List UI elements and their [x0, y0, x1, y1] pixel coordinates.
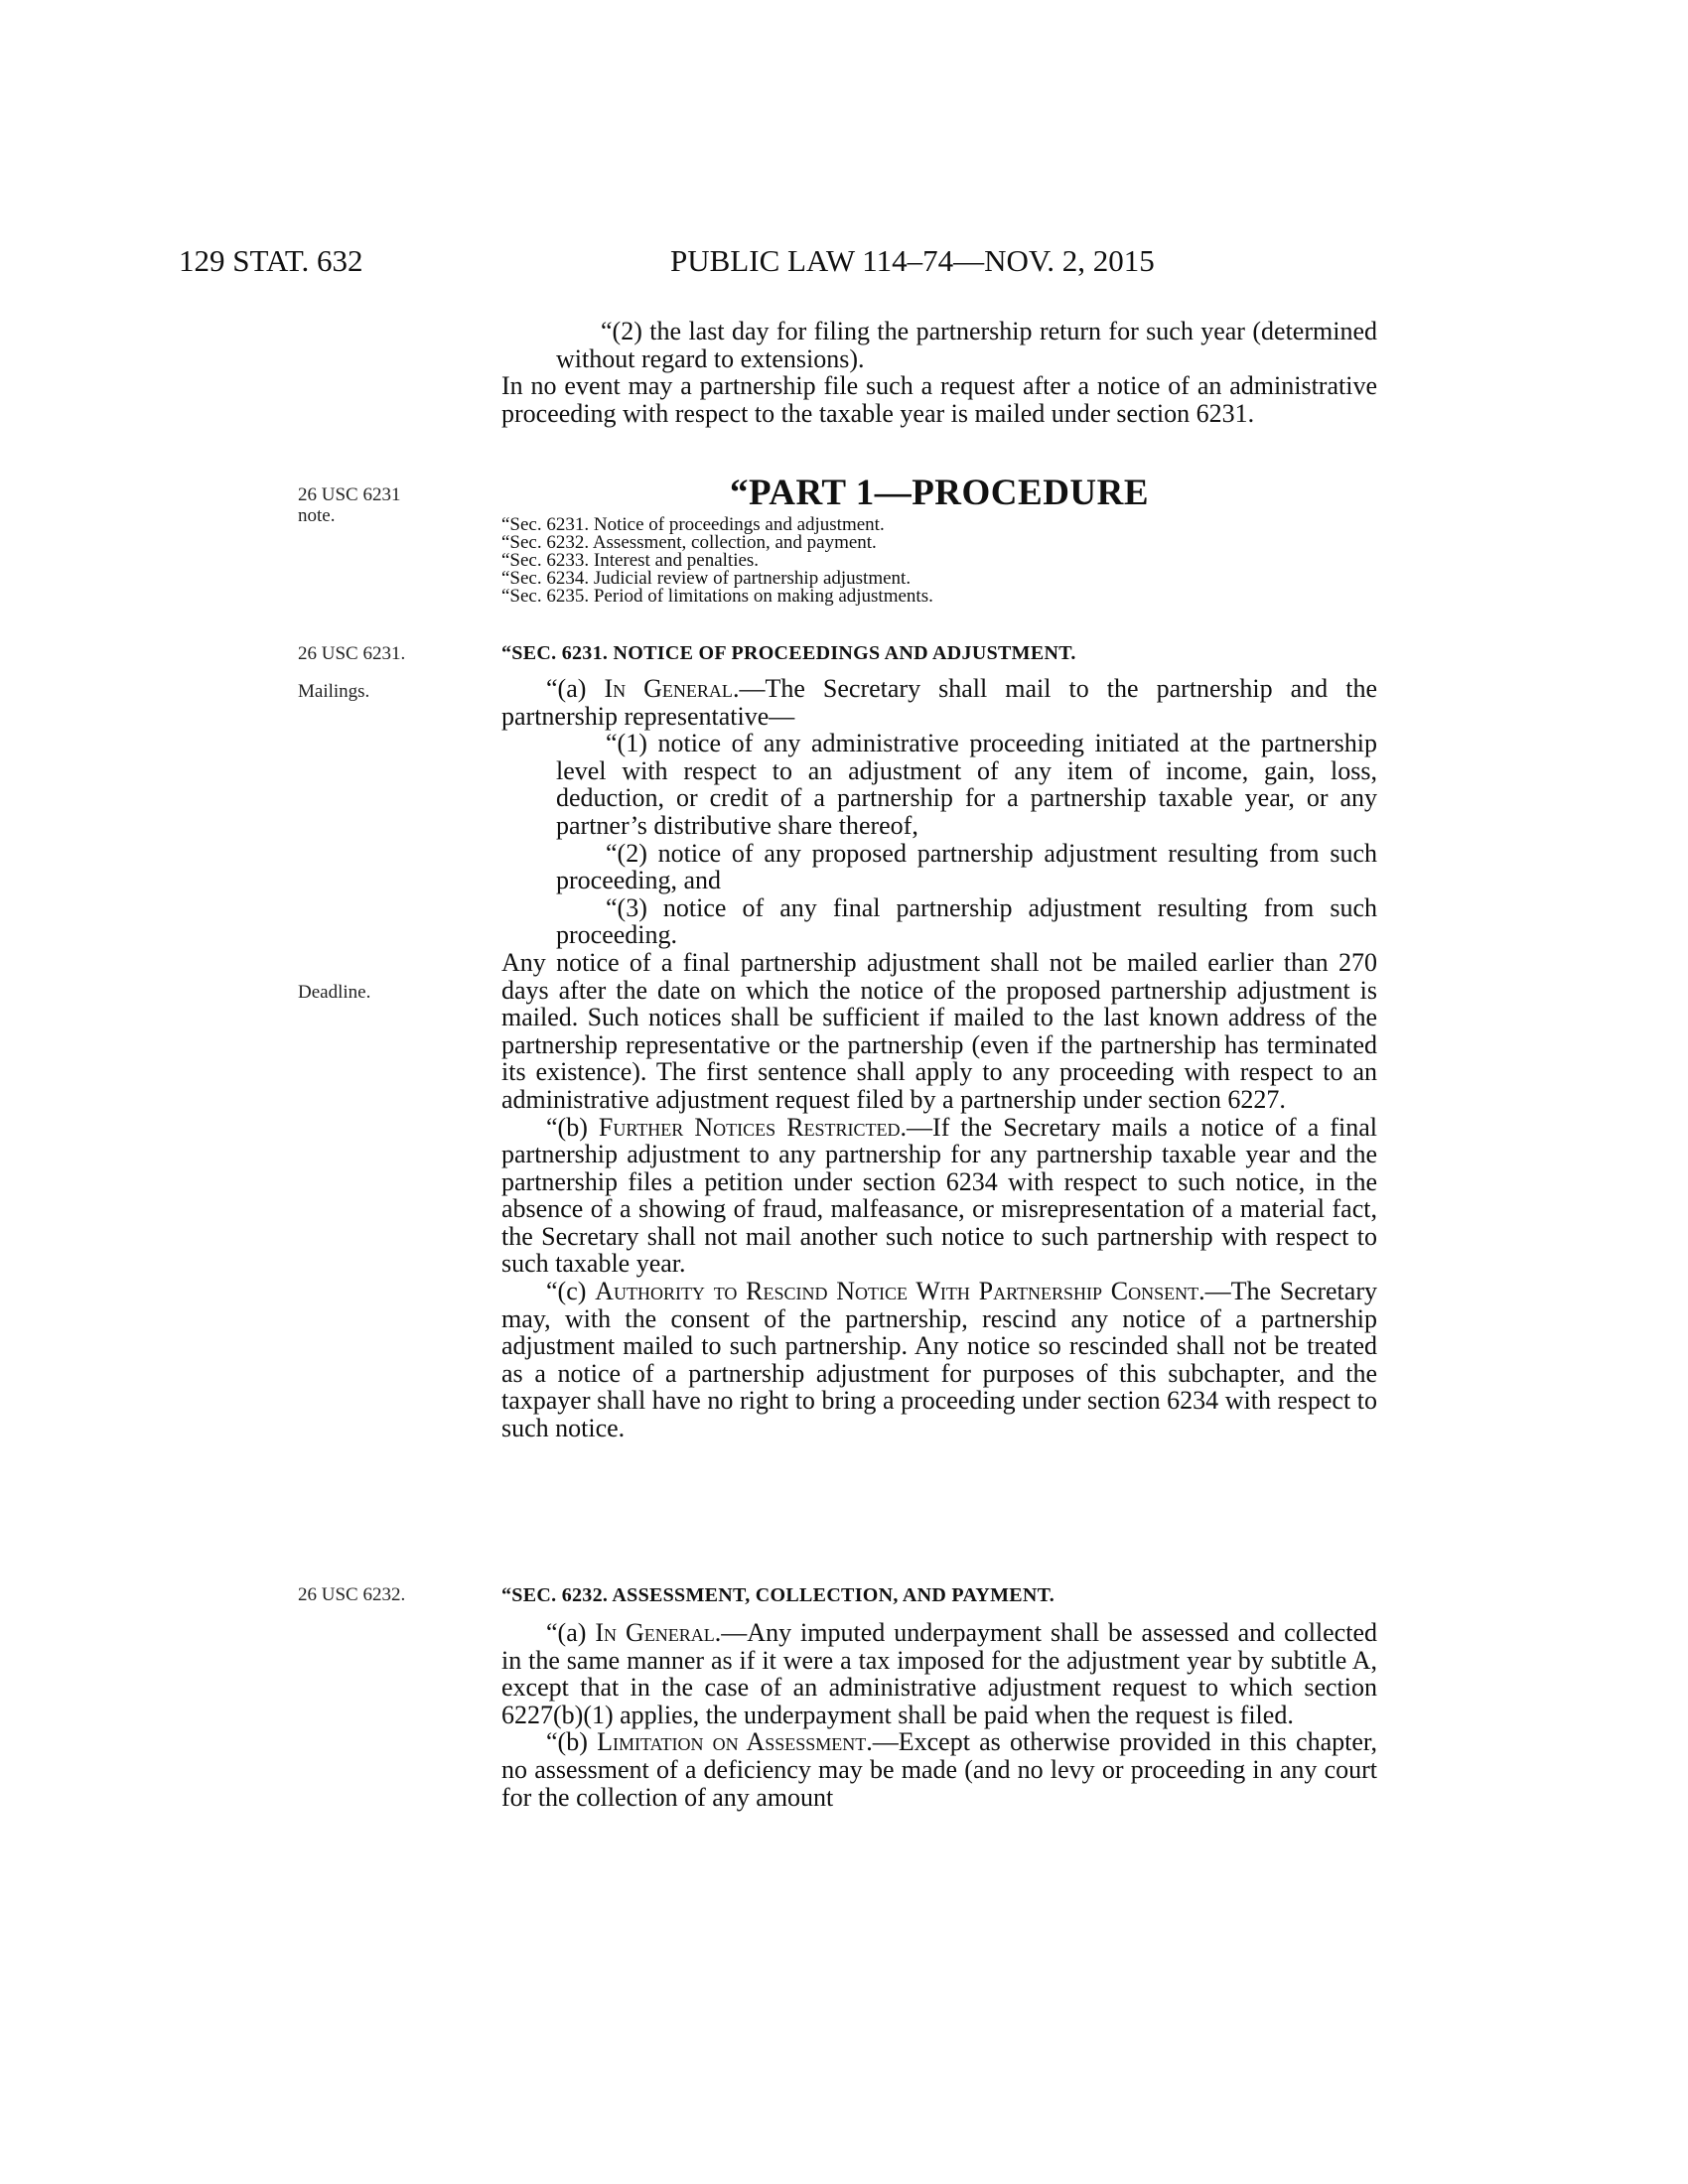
continuation-block: [501, 318, 1377, 427]
paragraph-a2: “(2) notice of any proposed partnership adjustment resulting from such proceeding, and: [556, 838, 1377, 895]
subsection-b: “(b) Limitation on Assessment.—Except as otherwise provided in this chapter, no assessment of a deficiency may be made (and no levy or proceeding in any court for the collection of any amount: [501, 1727, 1378, 1812]
margin-note-deadline: Deadline.: [298, 982, 371, 1003]
toc-entry: “Sec. 6234. Judicial review of partnership adjustment.: [501, 568, 912, 589]
subsection-caption: Limitation on Assessment: [597, 1727, 867, 1757]
subsection-c: “(c) Authority to Rescind Notice With Partnership Consent.—The Secretary may, with the consent of the partnership, rescind any notice of a partnership adjustment mailed to such partnership. Any notice so rescinded shall not be treated as a notice of a partnership adjustment for purposes of this subchapter, and the taxpayer shall have no right to bring a proceeding under section 6234 with respect to such notice.: [501, 1277, 1377, 1443]
margin-note-usc-6232: 26 USC 6232.: [298, 1584, 406, 1605]
margin-note-line: 26 USC 6231: [298, 484, 401, 505]
paragraph-return-deadline: “(2) the last day for filing the partnership return for such year (determined without regard to extensions).: [556, 317, 1377, 373]
section-6231-heading: “SEC. 6231. NOTICE OF PROCEEDINGS AND ADJUSTMENT.: [501, 642, 1076, 664]
section-6232-heading: “SEC. 6232. ASSESSMENT, COLLECTION, AND PAYMENT.: [501, 1584, 1055, 1606]
margin-note-usc-6231-note: [298, 484, 400, 526]
subsection-a: “(a) In General.—Any imputed underpayment shall be assessed and collected in the same manner as if it were a tax imposed for the adjustment year by subtitle A, except that in the case of an administrative adjustment request to which section 6227(b)(1) applies, the underpayment shall be paid when the request is filed.: [501, 1618, 1377, 1729]
subsection-a: “(a) In General.—The Secretary shall mail to the partnership and the partnership representative—: [501, 674, 1377, 731]
subsection-caption: In General: [604, 674, 733, 703]
section-6231-body: [501, 675, 1377, 1442]
toc-entry: “Sec. 6232. Assessment, collection, and payment.: [501, 532, 877, 553]
section-6232-body: [501, 1619, 1377, 1811]
subsection-caption: In General: [595, 1618, 715, 1647]
margin-note-line: note.: [298, 505, 336, 526]
toc-entry: “Sec. 6235. Period of limitations on making adjustments.: [501, 586, 933, 607]
paragraph-request-limit: In no event may a partnership file such a request after a notice of an administrative proceeding with respect to the taxable year is mailed under section 6231.: [501, 371, 1377, 428]
subsection-caption: Authority to Rescind Notice With Partnership Consent: [595, 1277, 1199, 1306]
toc-entry: “Sec. 6231. Notice of proceedings and adjustment.: [501, 514, 885, 535]
paragraph-a3: “(3) notice of any final partnership adjustment resulting from such proceeding.: [556, 892, 1377, 950]
margin-note-usc-6231: 26 USC 6231.: [298, 643, 406, 664]
toc-entry: “Sec. 6233. Interest and penalties.: [501, 550, 760, 571]
paragraph-deadline: Any notice of a final partnership adjustment shall not be mailed earlier than 270 days after the date on which the notice of the proposed partnership adjustment is mailed. Such notices shall be sufficient if mailed to the last known address of the partnership representative or the partnership (even if the partnership has terminated its existence). The first sentence shall apply to any proceeding with respect to an administrative adjustment request filed by a partnership under section 6227.: [501, 947, 1377, 1114]
subsection-caption: Further Notices Restricted: [598, 1112, 901, 1142]
subsection-b: “(b) Further Notices Restricted.—If the Secretary mails a notice of a final partnership adjustment to any partnership for any partnership taxable year and the partnership files a petition under section 6234 with respect to such notice, in the absence of a showing of fraud, malfeasance, or misrepresentation of a material fact, the Secretary shall not mail another such notice to such partnership with respect to such taxable year.: [501, 1112, 1378, 1279]
section-table-of-contents: [501, 516, 933, 606]
running-header-title: PUBLIC LAW 114–74—NOV. 2, 2015: [670, 243, 1155, 278]
paragraph-a1: “(1) notice of any administrative proceeding initiated at the partnership level with respect to an adjustment of any item of income, gain, loss, deduction, or credit of a partnership for a partnership taxable year, or any partner’s distributive share thereof,: [556, 729, 1377, 840]
part-title: “PART 1—PROCEDURE: [729, 473, 1150, 513]
margin-note-mailings: Mailings.: [298, 681, 370, 702]
page-stat-citation: 129 STAT. 632: [179, 243, 363, 278]
